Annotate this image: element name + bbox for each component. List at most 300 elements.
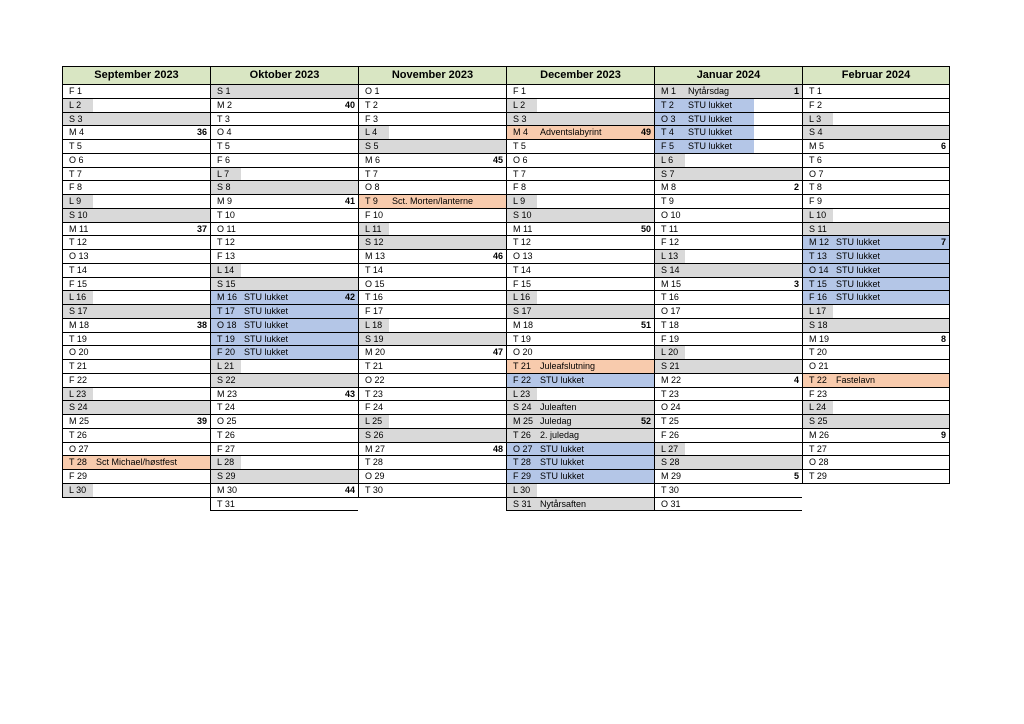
day-label: M 4 — [69, 127, 85, 138]
day-label: M 20 — [365, 347, 386, 358]
day-label: T 4 — [661, 127, 674, 138]
day-label: O 7 — [809, 168, 824, 179]
month-header: Januar 2024 — [655, 66, 802, 85]
day-event-text: STU lukket — [688, 127, 733, 138]
day-row — [359, 278, 506, 292]
day-row — [507, 99, 654, 113]
day-highlight — [803, 126, 949, 139]
day-label: L 18 — [365, 319, 383, 330]
day-row — [211, 346, 358, 360]
day-event-text: Juledag — [540, 416, 572, 426]
day-row — [63, 388, 210, 402]
day-row — [359, 223, 506, 237]
day-label: L 14 — [217, 264, 235, 275]
day-row — [507, 250, 654, 264]
day-row — [211, 429, 358, 443]
day-row — [655, 429, 802, 443]
day-row — [655, 415, 802, 429]
day-event-text: STU lukket — [540, 457, 585, 468]
day-row — [63, 168, 210, 182]
day-event-text: STU lukket — [688, 99, 733, 110]
day-row — [655, 291, 802, 305]
day-label: L 10 — [809, 209, 827, 220]
day-row — [63, 305, 210, 319]
day-label: F 16 — [809, 292, 828, 303]
day-label: F 26 — [661, 429, 680, 440]
day-label: T 7 — [69, 168, 82, 179]
day-label: S 24 — [69, 402, 88, 413]
day-event-text: STU lukket — [836, 251, 881, 261]
day-label: O 1 — [365, 86, 380, 96]
day-label: F 19 — [661, 333, 680, 344]
day-label: O 27 — [513, 443, 533, 454]
day-row — [507, 456, 654, 470]
week-number: 38 — [196, 319, 207, 330]
day-label: O 6 — [513, 154, 528, 165]
day-event-text: STU lukket — [836, 237, 881, 248]
day-row — [655, 195, 802, 209]
month-column — [210, 66, 358, 511]
day-label: T 27 — [809, 443, 827, 454]
day-label: T 26 — [513, 429, 531, 440]
day-label: L 16 — [513, 292, 531, 303]
day-label: L 25 — [365, 416, 383, 426]
day-row — [507, 415, 654, 429]
day-label: S 3 — [69, 113, 83, 124]
day-row — [211, 113, 358, 127]
day-row — [359, 305, 506, 319]
day-row — [359, 374, 506, 388]
day-row — [803, 126, 949, 140]
day-label: T 5 — [217, 141, 230, 151]
day-row — [211, 319, 358, 333]
day-row — [655, 484, 802, 498]
day-row — [211, 498, 358, 512]
day-row — [211, 250, 358, 264]
day-label: O 15 — [365, 278, 385, 289]
day-label: O 29 — [365, 471, 385, 481]
day-row — [63, 181, 210, 195]
day-row — [359, 291, 506, 305]
day-highlight — [211, 181, 358, 194]
day-label: M 8 — [661, 182, 677, 193]
day-label: M 23 — [217, 388, 238, 399]
day-label: S 31 — [513, 498, 532, 509]
month-header: Februar 2024 — [803, 66, 949, 85]
day-row — [803, 388, 949, 402]
day-label: L 9 — [69, 196, 82, 206]
day-row — [803, 223, 949, 237]
day-label: F 22 — [513, 374, 532, 385]
day-event-text: Sct Michael/høstfest — [96, 457, 178, 468]
day-label: L 24 — [809, 402, 827, 413]
day-row — [803, 264, 949, 278]
day-row — [359, 429, 506, 443]
day-label: F 5 — [661, 141, 675, 151]
day-label: T 7 — [365, 168, 378, 179]
day-row — [211, 291, 358, 305]
day-label: T 25 — [661, 416, 679, 426]
day-label: F 20 — [217, 347, 236, 358]
day-row — [63, 470, 210, 484]
week-number: 9 — [940, 429, 946, 440]
day-label: T 23 — [365, 388, 383, 399]
day-row — [63, 291, 210, 305]
day-label: L 30 — [513, 484, 531, 495]
day-label: M 18 — [513, 319, 534, 330]
day-row — [655, 278, 802, 292]
day-label: T 30 — [661, 484, 679, 495]
day-row — [359, 181, 506, 195]
day-row — [803, 415, 949, 429]
day-event-text: STU lukket — [244, 347, 289, 358]
day-row — [655, 498, 802, 512]
day-row — [211, 333, 358, 347]
day-highlight — [211, 85, 358, 98]
day-label: T 19 — [69, 333, 87, 344]
day-row — [803, 374, 949, 388]
day-row — [655, 360, 802, 374]
day-label: M 4 — [513, 127, 529, 138]
week-number: 37 — [196, 223, 207, 234]
day-row — [359, 85, 506, 99]
day-row — [803, 154, 949, 168]
day-label: F 24 — [365, 402, 384, 413]
day-row — [63, 113, 210, 127]
day-label: S 24 — [513, 402, 532, 413]
month-column — [358, 66, 506, 498]
day-row — [211, 140, 358, 154]
day-label: M 1 — [661, 86, 677, 96]
week-number: 7 — [940, 237, 946, 248]
day-label: O 13 — [69, 251, 89, 261]
day-label: S 18 — [809, 319, 828, 330]
day-label: S 15 — [217, 278, 236, 289]
day-row — [803, 278, 949, 292]
day-row — [655, 168, 802, 182]
day-label: M 11 — [69, 223, 89, 234]
day-row — [507, 484, 654, 498]
day-label: S 22 — [217, 374, 236, 385]
day-label: L 23 — [69, 388, 87, 399]
day-highlight — [63, 113, 210, 126]
day-row — [655, 456, 802, 470]
day-label: S 17 — [69, 306, 88, 316]
day-row — [507, 374, 654, 388]
day-label: F 15 — [513, 278, 532, 289]
day-row — [803, 291, 949, 305]
week-number: 47 — [492, 347, 503, 358]
day-row — [63, 236, 210, 250]
day-row — [211, 374, 358, 388]
day-event-text: Juleaften — [540, 402, 577, 413]
day-label: O 20 — [513, 347, 533, 358]
day-row — [655, 388, 802, 402]
day-row — [211, 236, 358, 250]
day-label: T 21 — [365, 361, 383, 371]
day-label: L 28 — [217, 457, 235, 468]
day-row — [655, 181, 802, 195]
day-label: L 20 — [661, 347, 679, 358]
day-label: S 3 — [513, 113, 527, 124]
day-label: M 27 — [365, 443, 386, 454]
day-row — [803, 250, 949, 264]
day-row — [655, 126, 802, 140]
day-label: O 27 — [69, 443, 89, 454]
day-row — [359, 456, 506, 470]
day-row — [803, 360, 949, 374]
day-label: T 9 — [365, 196, 378, 206]
day-row — [63, 456, 210, 470]
day-label: O 18 — [217, 319, 237, 330]
day-label: F 8 — [513, 182, 527, 193]
day-label: F 23 — [809, 388, 828, 399]
day-label: T 6 — [809, 154, 822, 165]
day-label: O 14 — [809, 264, 829, 275]
day-label: T 7 — [513, 168, 526, 179]
day-label: M 15 — [661, 278, 682, 289]
day-label: F 13 — [217, 251, 236, 261]
week-number: 5 — [793, 471, 799, 481]
day-row — [507, 470, 654, 484]
day-row — [63, 195, 210, 209]
day-row — [359, 319, 506, 333]
week-number: 45 — [492, 154, 503, 165]
day-row — [63, 85, 210, 99]
day-label: L 4 — [365, 127, 378, 138]
day-event-text: Juleafslutning — [540, 361, 596, 371]
day-label: L 11 — [365, 223, 382, 234]
day-label: T 11 — [661, 223, 679, 234]
day-row — [655, 346, 802, 360]
day-label: L 3 — [809, 113, 822, 124]
day-label: M 12 — [809, 237, 830, 248]
calendar-grid — [62, 66, 950, 511]
day-row — [507, 140, 654, 154]
day-row — [211, 470, 358, 484]
day-event-text: STU lukket — [540, 443, 585, 454]
day-row — [359, 346, 506, 360]
day-label: T 12 — [513, 237, 531, 248]
week-number: 3 — [793, 278, 799, 289]
day-row — [63, 278, 210, 292]
day-label: T 23 — [661, 388, 679, 399]
week-number: 48 — [492, 443, 503, 454]
day-label: T 12 — [217, 237, 235, 248]
day-row — [63, 209, 210, 223]
day-event-text: STU lukket — [244, 306, 289, 316]
day-label: O 13 — [513, 251, 533, 261]
month-header: December 2023 — [507, 66, 654, 85]
week-number: 39 — [196, 416, 207, 426]
day-row — [359, 209, 506, 223]
day-label: F 15 — [69, 278, 88, 289]
day-row — [507, 291, 654, 305]
day-label: T 29 — [809, 471, 827, 481]
day-label: L 23 — [513, 388, 531, 399]
day-row — [803, 140, 949, 154]
day-label: T 8 — [809, 182, 822, 193]
day-label: T 21 — [69, 361, 87, 371]
month-column — [802, 66, 950, 484]
month-header: November 2023 — [359, 66, 506, 85]
day-label: M 30 — [217, 484, 238, 495]
day-label: F 17 — [365, 306, 384, 316]
day-label: L 6 — [661, 154, 674, 165]
day-row — [63, 140, 210, 154]
day-row — [63, 443, 210, 457]
day-label: S 26 — [365, 429, 384, 440]
day-row — [359, 415, 506, 429]
day-row — [211, 305, 358, 319]
day-row — [655, 113, 802, 127]
day-row — [359, 443, 506, 457]
day-label: F 9 — [809, 196, 823, 206]
day-row — [359, 99, 506, 113]
day-row — [803, 113, 949, 127]
day-row — [359, 250, 506, 264]
day-row — [359, 113, 506, 127]
week-number: 51 — [640, 319, 651, 330]
day-row — [507, 278, 654, 292]
day-row — [63, 319, 210, 333]
week-number: 1 — [793, 86, 799, 96]
day-label: T 14 — [69, 264, 87, 275]
week-number: 6 — [940, 141, 946, 151]
day-label: M 2 — [217, 99, 233, 110]
day-label: L 2 — [69, 99, 82, 110]
day-label: S 11 — [809, 223, 827, 234]
day-label: M 22 — [661, 374, 682, 385]
day-row — [803, 168, 949, 182]
day-row — [803, 85, 949, 99]
day-row — [359, 140, 506, 154]
day-label: S 1 — [217, 86, 231, 96]
day-label: T 10 — [217, 209, 235, 220]
day-row — [655, 333, 802, 347]
day-label: O 11 — [217, 223, 236, 234]
day-label: S 10 — [513, 209, 532, 220]
week-number: 40 — [344, 99, 355, 110]
day-row — [507, 126, 654, 140]
day-row — [803, 181, 949, 195]
day-row — [359, 360, 506, 374]
day-row — [507, 360, 654, 374]
day-row — [359, 154, 506, 168]
day-row — [507, 236, 654, 250]
day-row — [507, 209, 654, 223]
week-number: 42 — [344, 292, 355, 303]
day-row — [211, 209, 358, 223]
day-row — [63, 484, 210, 498]
day-label: F 10 — [365, 209, 384, 220]
day-row — [803, 456, 949, 470]
week-number: 49 — [640, 127, 651, 138]
day-label: S 8 — [217, 182, 231, 193]
week-number: 44 — [344, 484, 355, 495]
day-label: T 24 — [217, 402, 235, 413]
day-row — [63, 99, 210, 113]
day-row — [655, 140, 802, 154]
month-header: September 2023 — [63, 66, 210, 85]
week-number: 52 — [640, 416, 651, 426]
day-row — [211, 264, 358, 278]
day-row — [63, 401, 210, 415]
week-number: 2 — [793, 182, 799, 193]
day-row — [359, 484, 506, 498]
day-row — [359, 236, 506, 250]
day-row — [655, 209, 802, 223]
day-row — [359, 264, 506, 278]
day-label: O 3 — [661, 113, 676, 124]
day-label: M 29 — [661, 471, 682, 481]
day-row — [211, 401, 358, 415]
day-label: M 13 — [365, 251, 386, 261]
day-event-text: Adventslabyrint — [540, 127, 602, 138]
day-label: T 28 — [513, 457, 531, 468]
day-label: O 28 — [809, 457, 829, 468]
day-row — [507, 85, 654, 99]
day-label: O 25 — [217, 416, 237, 426]
day-label: L 16 — [69, 292, 87, 303]
day-event-text: STU lukket — [836, 264, 881, 275]
day-row — [211, 388, 358, 402]
day-label: T 2 — [661, 99, 674, 110]
day-event-text: STU lukket — [836, 292, 881, 303]
day-event-text: STU lukket — [244, 333, 289, 344]
day-label: T 17 — [217, 306, 235, 316]
day-label: T 5 — [69, 141, 82, 151]
day-label: M 25 — [513, 416, 534, 426]
day-row — [63, 264, 210, 278]
day-label: M 19 — [809, 333, 830, 344]
week-number: 46 — [492, 251, 503, 261]
day-row — [803, 333, 949, 347]
day-row — [803, 209, 949, 223]
day-row — [359, 470, 506, 484]
day-label: F 27 — [217, 443, 236, 454]
day-row — [63, 126, 210, 140]
month-column — [62, 66, 210, 498]
day-label: M 25 — [69, 416, 90, 426]
day-highlight — [359, 140, 506, 153]
day-row — [507, 401, 654, 415]
day-event-text: STU lukket — [540, 374, 585, 385]
day-row — [507, 429, 654, 443]
day-row — [211, 456, 358, 470]
day-row — [211, 99, 358, 113]
day-row — [507, 223, 654, 237]
day-label: F 29 — [513, 471, 532, 481]
day-label: M 5 — [809, 141, 825, 151]
week-number: 43 — [344, 388, 355, 399]
day-label: T 19 — [217, 333, 235, 344]
day-row — [655, 223, 802, 237]
day-label: O 6 — [69, 154, 84, 165]
day-row — [63, 374, 210, 388]
day-row — [507, 264, 654, 278]
day-row — [211, 360, 358, 374]
day-label: T 13 — [809, 251, 827, 261]
day-row — [655, 264, 802, 278]
week-number: 50 — [640, 223, 651, 234]
day-row — [507, 181, 654, 195]
day-label: T 5 — [513, 141, 526, 151]
day-row — [655, 154, 802, 168]
day-label: M 16 — [217, 292, 238, 303]
day-label: T 3 — [217, 113, 230, 124]
day-row — [63, 360, 210, 374]
